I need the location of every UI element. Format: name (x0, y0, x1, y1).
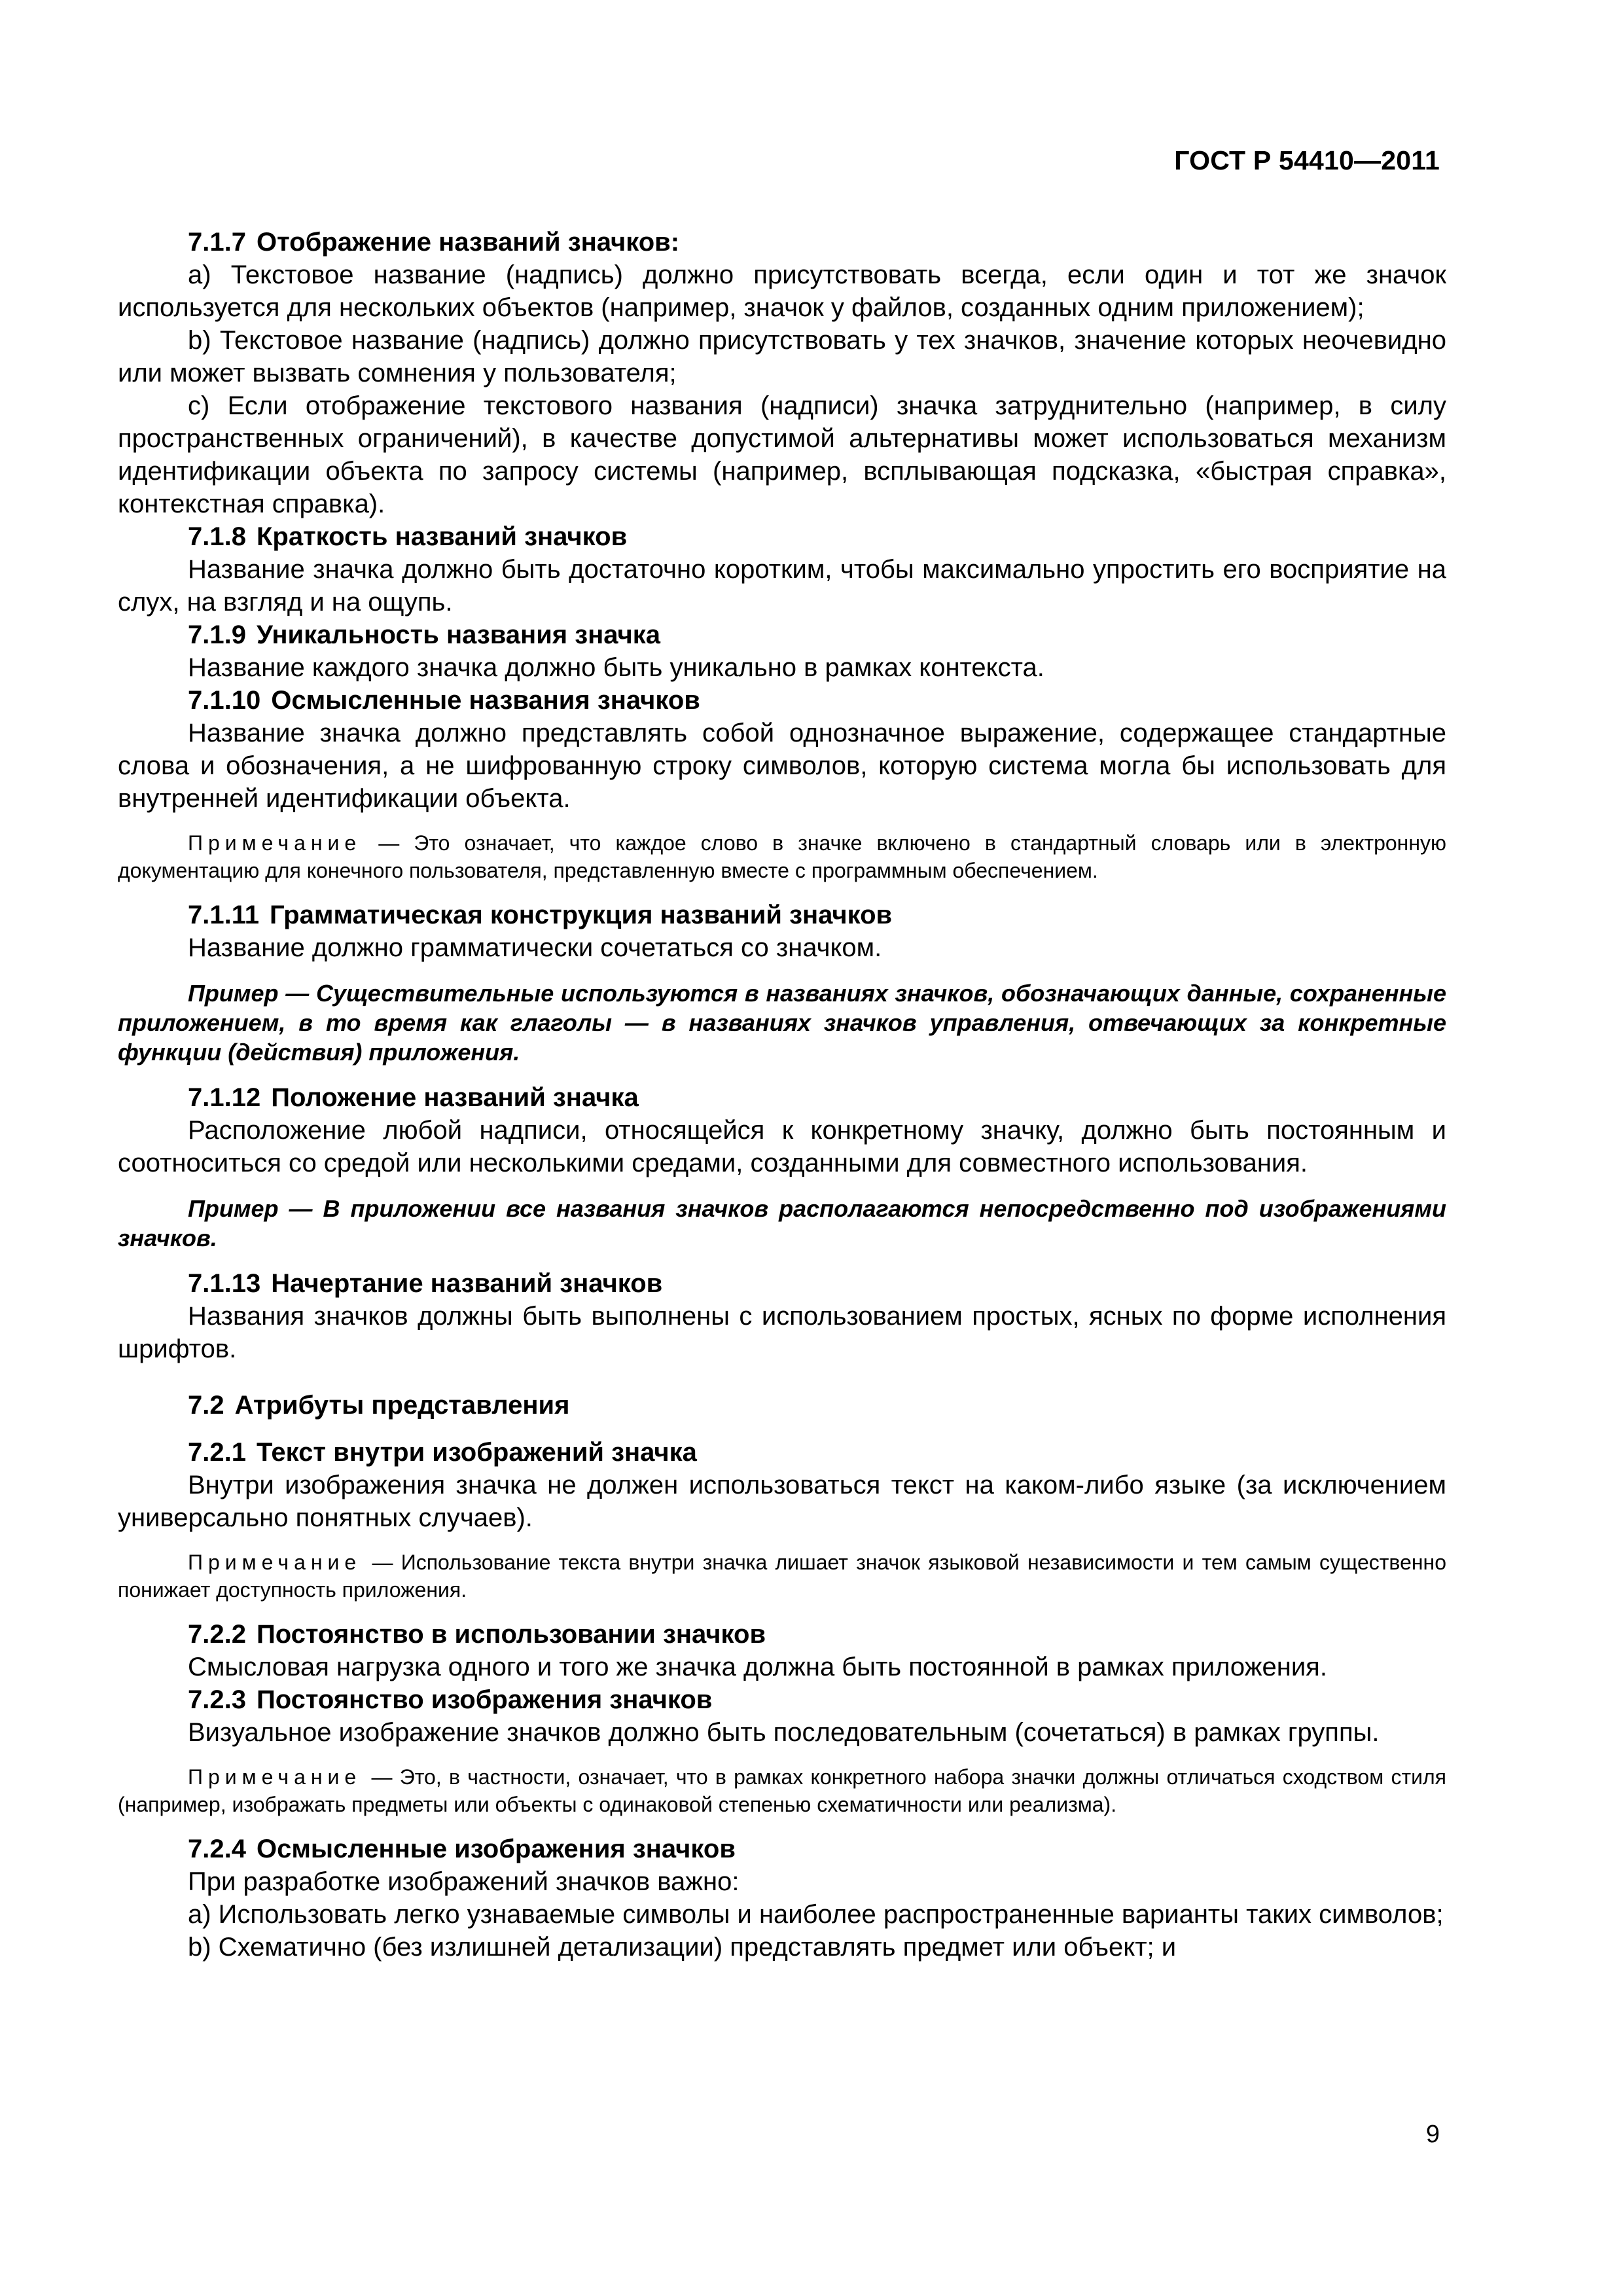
paragraph: Названия значков должны быть выполнены с использованием простых, ясных по форме исполнения шрифтов. (118, 1302, 1446, 1363)
section-heading-7-1-12 (118, 1081, 1446, 1114)
paragraph: Название значка должно представлять собой однозначное выражение, содержащее стандартные слова и обозначения, а не шифрованную строку символов, которую система могла бы использовать для внутренней идентификации объекта. (118, 719, 1446, 813)
note-label: Примечание (188, 1765, 362, 1789)
section-heading-7-1-9 (118, 619, 1446, 651)
section-number: 7.1.11 (188, 901, 260, 929)
section-number: 7.2.4 (188, 1835, 246, 1863)
note (118, 1549, 1446, 1604)
section-heading-7-2-2 (118, 1618, 1446, 1651)
page-content (118, 226, 1446, 1964)
section-title: Отображение названий значков: (256, 228, 680, 257)
note-label: Примечание (188, 1551, 362, 1574)
paragraph: Название значка должно быть достаточно коротким, чтобы максимально упростить его восприятие на слух, на взгляд и на ощупь. (118, 555, 1446, 617)
section-number: 7.1.7 (188, 228, 246, 257)
section-heading-7-1-8 (118, 520, 1446, 553)
paragraph: Расположение любой надписи, относящейся к конкретному значку, должно быть постоянным и соотноситься со средой или несколькими средами, созданными для совместного использования. (118, 1116, 1446, 1177)
note-text: — Использование текста внутри значка лишает значок языковой независимости и тем самым существенно понижает доступность приложения. (118, 1551, 1447, 1602)
note (118, 1763, 1446, 1818)
section-title: Грамматическая конструкция названий значков (270, 901, 893, 929)
section-number: 7.2.3 (188, 1685, 246, 1714)
section-title: Осмысленные изображения значков (256, 1835, 736, 1863)
note (118, 829, 1446, 884)
section-number: 7.1.12 (188, 1083, 261, 1112)
section-title: Начертание названий значков (271, 1269, 663, 1298)
section-heading-7-2-3 (118, 1683, 1446, 1716)
paragraph: Название должно грамматически сочетаться со значком. (188, 933, 882, 962)
section-title: Постоянство в использовании значков (256, 1620, 766, 1649)
section-heading-7-2-4 (118, 1833, 1446, 1865)
paragraph: При разработке изображений значков важно: (188, 1867, 740, 1896)
section-title: Краткость названий значков (256, 522, 628, 551)
section-heading-7-1-7 (118, 226, 1446, 259)
section-title: Текст внутри изображений значка (256, 1438, 697, 1467)
example: Пример — Существительные используются в названиях значков, обозначающих данные, сохраненные приложением, в то время как глаголы — в названиях значков управления, отвечающих за конкретные функции (действия) приложения. (118, 980, 1446, 1066)
section-number: 7.1.13 (188, 1269, 261, 1298)
section-number: 7.2 (188, 1391, 224, 1420)
section-number: 7.2.2 (188, 1620, 246, 1649)
list-item-a: а) Использовать легко узнаваемые символы и наиболее распространенные варианты таких символов; (188, 1900, 1444, 1929)
paragraph: Смысловая нагрузка одного и того же значка должна быть постоянной в рамках приложения. (188, 1653, 1327, 1681)
section-number: 7.1.10 (188, 686, 261, 715)
paragraph: Визуальное изображение значков должно быть последовательным (сочетаться) в рамках группы. (188, 1718, 1380, 1747)
section-number: 7.1.9 (188, 620, 246, 649)
section-number: 7.2.1 (188, 1438, 246, 1467)
paragraph: Название каждого значка должно быть уникально в рамках контекста. (188, 653, 1044, 682)
section-number: 7.1.8 (188, 522, 246, 551)
section-heading-7-2 (118, 1389, 1446, 1422)
list-item-c: с) Если отображение текстового названия (надписи) значка затруднительно (например, в силу пространственных ограничений), в качестве допустимой альтернативы может использоваться механизм идентификации объекта по запросу системы (например, всплывающая подсказка, «быстрая справка», контекстная справка). (118, 391, 1446, 518)
section-title: Уникальность названия значка (256, 620, 661, 649)
section-title: Атрибуты представления (234, 1391, 570, 1420)
page-number: 9 (1425, 2121, 1440, 2148)
section-heading-7-1-13 (118, 1267, 1446, 1300)
list-item-a: а) Текстовое название (надпись) должно присутствовать всегда, если один и тот же значок используется для нескольких объектов (например, значок у файлов, созданных одним приложением); (118, 260, 1446, 322)
section-title: Осмысленные названия значков (271, 686, 700, 715)
note-label: Примечание (188, 831, 362, 855)
paragraph: Внутри изображения значка не должен использоваться текст на каком-либо языке (за исключением универсально понятных случаев). (118, 1471, 1446, 1532)
note-text: — Это, в частности, означает, что в рамках конкретного набора значки должны отличаться сходством стиля (например, изображать предметы или объекты с одинаковой степенью схематичности или реализма). (118, 1765, 1447, 1816)
list-item-b: b) Текстовое название (надпись) должно присутствовать у тех значков, значение которых неочевидно или может вызвать сомнения у пользователя; (118, 326, 1446, 387)
section-heading-7-1-11 (118, 899, 1446, 931)
section-heading-7-1-10 (118, 684, 1446, 717)
document-code: ГОСТ Р 54410—2011 (1174, 145, 1440, 175)
example: Пример — В приложении все названия значков располагаются непосредственно под изображениями значков. (118, 1195, 1446, 1251)
section-title: Постоянство изображения значков (256, 1685, 713, 1714)
section-heading-7-2-1 (118, 1436, 1446, 1469)
section-title: Положение названий значка (271, 1083, 639, 1112)
list-item-b: b) Схематично (без излишней детализации) представлять предмет или объект; и (188, 1933, 1177, 1962)
note-text: — Это означает, что каждое слово в значке включено в стандартный словарь или в электронную документацию для конечного пользователя, представленную вместе с программным обеспечением. (118, 831, 1447, 882)
